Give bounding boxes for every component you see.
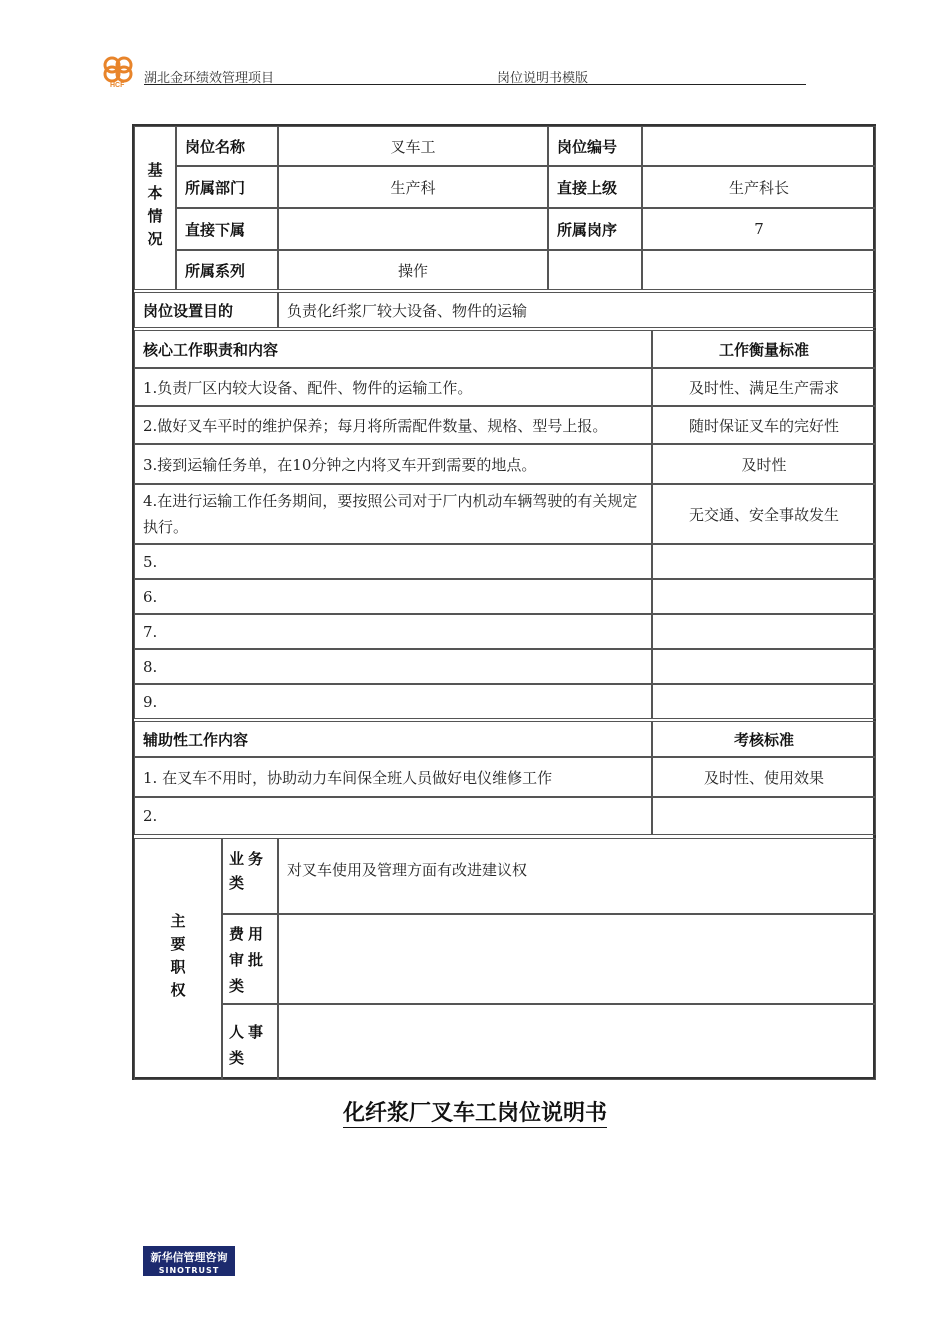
position-code-label: 岗位编号	[548, 126, 642, 166]
authority-category-hr: 人事类	[222, 1004, 278, 1080]
header-divider	[144, 84, 806, 85]
core-duty-7: 7.	[134, 614, 652, 649]
department-label: 所属部门	[176, 166, 278, 208]
core-duties-header: 核心工作职责和内容	[134, 330, 652, 368]
doc-template-name: 岗位说明书模版	[497, 71, 589, 86]
aux-standard-header: 考核标准	[652, 721, 876, 757]
document-title: 化纤浆厂叉车工岗位说明书	[342, 1101, 607, 1126]
superior-label: 直接上级	[548, 166, 642, 208]
core-duty-1: 1.负责厂区内较大设备、配件、物件的运输工作。	[134, 368, 652, 406]
authority-category-expense: 费用审批类	[222, 914, 278, 1004]
position-code-value	[642, 126, 876, 166]
core-standard-6	[652, 579, 876, 614]
department-value: 生产科	[278, 166, 548, 208]
core-standard-2: 随时保证叉车的完好性	[652, 406, 876, 444]
core-duty-2: 2.做好叉车平时的维护保养；每月将所需配件数量、规格、型号上报。	[134, 406, 652, 444]
company-logo	[100, 54, 140, 88]
core-standard-8	[652, 649, 876, 684]
core-standard-1: 及时性、满足生产需求	[652, 368, 876, 406]
sequence-label: 所属岗序	[548, 208, 642, 250]
authority-content-expense	[278, 914, 876, 1004]
core-duty-3: 3.接到运输任务单，在10分钟之内将叉车开到需要的地点。	[134, 444, 652, 484]
aux-duties-header: 辅助性工作内容	[134, 721, 652, 757]
authority-content-hr	[278, 1004, 876, 1080]
core-standard-3: 及时性	[652, 444, 876, 484]
superior-value: 生产科长	[642, 166, 876, 208]
sinotrust-logo	[143, 1246, 235, 1276]
position-name-label: 岗位名称	[176, 126, 278, 166]
core-duty-6: 6.	[134, 579, 652, 614]
aux-standard-2	[652, 797, 876, 835]
position-name-value: 叉车工	[278, 126, 548, 166]
subordinate-value	[278, 208, 548, 250]
aux-standard-1: 及时性、使用效果	[652, 757, 876, 797]
subordinate-label: 直接下属	[176, 208, 278, 250]
job-description-form	[132, 124, 880, 1084]
basic-section-label: 基本情况	[134, 126, 176, 290]
series-value: 操作	[278, 250, 548, 290]
company-name: 湖北金环绩效管理项目	[144, 71, 275, 86]
aux-duty-2: 2.	[134, 797, 652, 835]
core-duty-5: 5.	[134, 544, 652, 579]
sequence-value: 7	[642, 208, 876, 250]
core-duty-9: 9.	[134, 684, 652, 719]
core-standard-7	[652, 614, 876, 649]
authority-label: 主要职权	[134, 838, 222, 1080]
core-standard-9	[652, 684, 876, 719]
core-duty-4: 4.在进行运输工作任务期间，要按照公司对于厂内机动车辆驾驶的有关规定执行。	[134, 484, 652, 544]
authority-content-business: 对叉车使用及管理方面有改进建议权	[278, 838, 876, 914]
core-duty-8: 8.	[134, 649, 652, 684]
core-standard-5	[652, 544, 876, 579]
purpose-text: 负责化纤浆厂较大设备、物件的运输	[278, 292, 876, 328]
blank-cell	[548, 250, 642, 290]
logo-cn-text: 新华信管理咨询	[150, 1251, 228, 1264]
aux-duty-1: 1. 在叉车不用时，协助动力车间保全班人员做好电仪维修工作	[134, 757, 652, 797]
series-label: 所属系列	[176, 250, 278, 290]
logo-en-text: SINOTRUST	[158, 1266, 220, 1275]
blank-cell	[642, 250, 876, 290]
authority-category-business: 业务类	[222, 838, 278, 914]
page-header	[100, 54, 806, 88]
core-standard-header: 工作衡量标准	[652, 330, 876, 368]
logo-text: HCF	[110, 82, 125, 88]
purpose-label: 岗位设置目的	[134, 292, 278, 328]
core-standard-4: 无交通、安全事故发生	[652, 484, 876, 544]
